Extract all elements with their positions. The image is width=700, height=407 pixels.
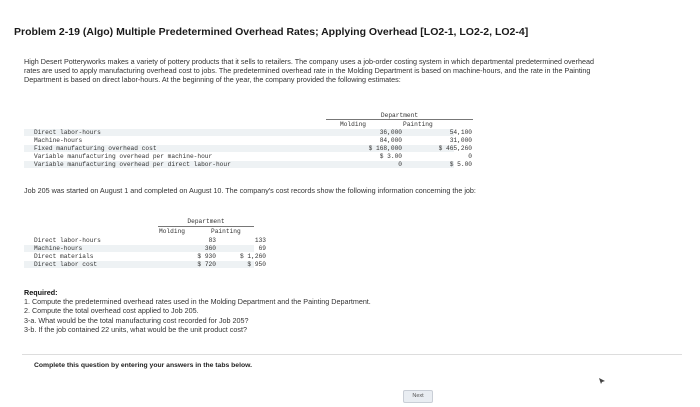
molding-value: $ 3.00 xyxy=(379,153,402,160)
painting-value: $ 950 xyxy=(247,261,266,268)
row-label: Variable manufacturing overhead per direct labor-hour xyxy=(34,161,231,168)
table-row xyxy=(24,137,472,145)
table-row xyxy=(24,145,472,153)
painting-value: $ 1,260 xyxy=(240,253,266,260)
job-col-painting: Painting xyxy=(211,228,241,235)
job-col-molding: Molding xyxy=(159,228,185,235)
job-header-rule xyxy=(158,226,254,227)
required-section xyxy=(24,288,624,334)
problem-title: Problem 2-19 (Algo) Multiple Predetermined Overhead Rates; Applying Overhead [LO2-1, LO2-2, LO2-4] xyxy=(14,26,529,38)
row-label: Variable manufacturing overhead per machine-hour xyxy=(34,153,213,160)
table-row xyxy=(24,261,266,269)
estimates-col-painting: Painting xyxy=(403,121,433,128)
row-label: Direct labor cost xyxy=(34,261,98,268)
painting-value: 69 xyxy=(258,245,266,252)
required-item: 3-b. If the job contained 22 units, what would be the unit product cost? xyxy=(24,324,247,334)
painting-value: 54,100 xyxy=(449,129,472,136)
estimates-col-molding: Molding xyxy=(340,121,366,128)
molding-value: $ 930 xyxy=(197,253,216,260)
molding-value: 83 xyxy=(208,237,216,244)
estimates-header-rule xyxy=(326,119,473,120)
row-label: Direct labor-hours xyxy=(34,237,101,244)
row-label: Machine-hours xyxy=(34,137,83,144)
required-heading: Required: xyxy=(24,288,58,297)
required-item: 2. Compute the total overhead cost applied to Job 205. xyxy=(24,306,199,316)
painting-value: $ 465,260 xyxy=(438,145,472,152)
table-row xyxy=(24,245,266,253)
painting-value: 31,000 xyxy=(449,137,472,144)
estimates-group-header: Department xyxy=(380,112,419,119)
next-button[interactable]: Next xyxy=(403,390,433,403)
molding-value: 0 xyxy=(398,161,402,168)
molding-value: 36,000 xyxy=(379,129,402,136)
table-row xyxy=(24,153,472,161)
instruction-text: Complete this question by entering your answers in the tabs below. xyxy=(34,362,253,369)
row-label: Direct materials xyxy=(34,253,94,260)
molding-value: $ 168,000 xyxy=(368,145,402,152)
painting-value: 133 xyxy=(254,237,266,244)
molding-value: $ 720 xyxy=(197,261,216,268)
intro-paragraph: High Desert Potteryworks makes a variety of pottery products that it sells to retailers. The company uses a job-order costing system in which departmental predetermined overhead rates are used to apply manufacturing overhead cost to jobs. The predetermined overhead rate in the Molding Department is based on machine-hours, and the rate in the Painting Department is based on direct labor-hours. At the beginning of the year, the company provided the following estimates: xyxy=(24,57,594,84)
job-group-header: Department xyxy=(187,218,225,225)
required-item: 1. Compute the predetermined overhead rates used in the Molding Department and the Painting Department. xyxy=(24,297,371,307)
required-item: 3-a. What would be the total manufacturing cost recorded for Job 205? xyxy=(24,315,249,325)
instruction-box xyxy=(22,354,682,389)
table-row xyxy=(24,237,266,245)
row-label: Direct labor-hours xyxy=(34,129,101,136)
painting-value: $ 5.00 xyxy=(449,161,472,168)
mouse-cursor-icon xyxy=(598,372,606,390)
table-row xyxy=(24,253,266,261)
painting-value: 0 xyxy=(468,153,472,160)
job-description: Job 205 was started on August 1 and completed on August 10. The company's cost records show the following information concerning the job: xyxy=(24,186,476,195)
table-row xyxy=(24,129,472,137)
table-row xyxy=(24,161,472,169)
molding-value: 360 xyxy=(204,245,216,252)
row-label: Machine-hours xyxy=(34,245,83,252)
row-label: Fixed manufacturing overhead cost xyxy=(34,145,157,152)
molding-value: 84,000 xyxy=(379,137,402,144)
